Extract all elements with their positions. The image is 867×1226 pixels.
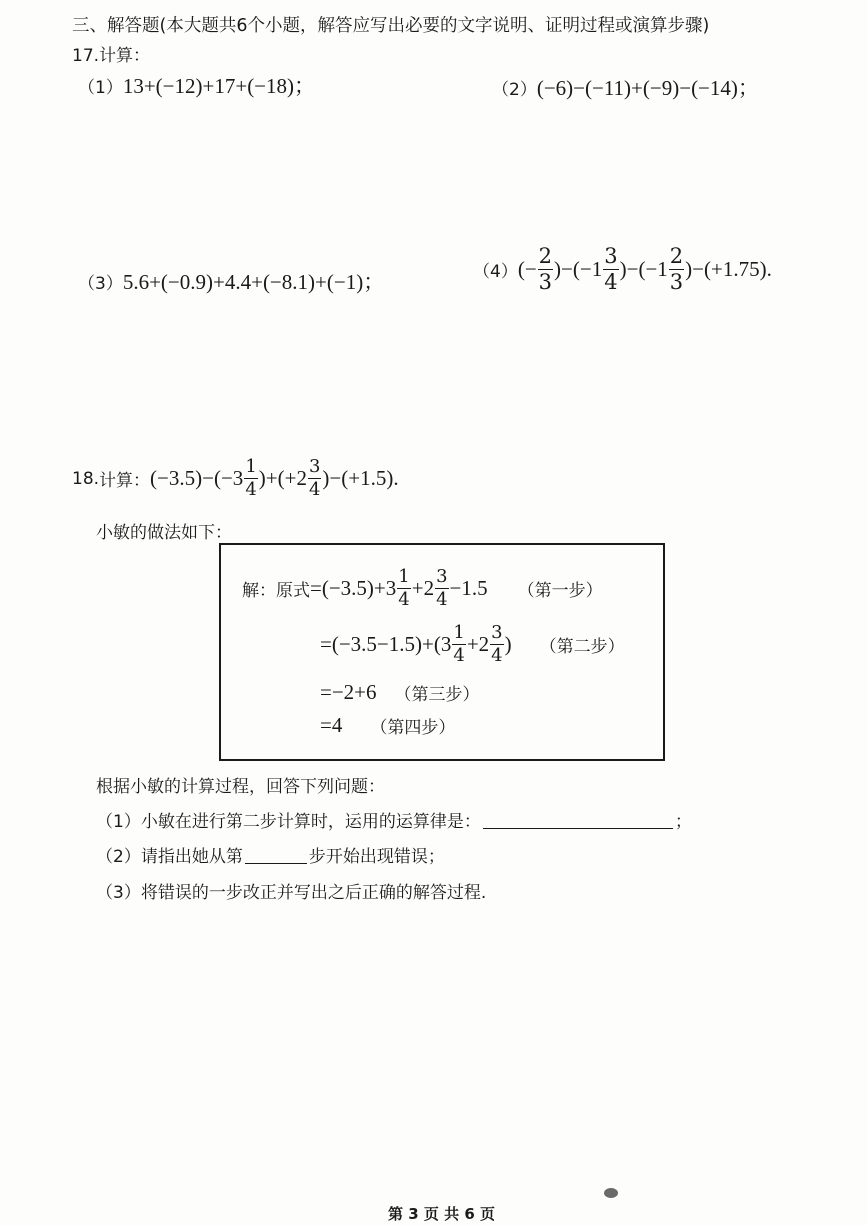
solution-segment: ) <box>504 632 512 656</box>
fraction-denominator: 4 <box>604 270 618 294</box>
fraction-numerator: 2 <box>538 244 553 268</box>
fraction-denominator: 4 <box>491 645 503 666</box>
fraction <box>669 246 684 293</box>
sub-question-text: 步开始出现错误； <box>308 847 445 867</box>
step-4-label: （第四步） <box>370 718 456 738</box>
solution-line-2 <box>320 624 625 665</box>
fraction-denominator: 4 <box>308 479 321 500</box>
q18-sub-question-1 <box>96 807 692 832</box>
fraction-numerator: 3 <box>436 566 448 587</box>
q17-part-1 <box>78 70 315 100</box>
fraction <box>603 246 618 293</box>
fraction <box>244 458 257 499</box>
solution-line-1 <box>242 568 603 609</box>
q17-part-4-segment: )−(+1.75). <box>685 257 772 281</box>
sub-question-text: ； <box>674 812 692 832</box>
q17-part-3 <box>78 266 384 296</box>
fraction-numerator: 3 <box>604 244 618 268</box>
answer-blank-2[interactable] <box>245 845 307 864</box>
answer-blank-1[interactable] <box>483 810 673 829</box>
q17-part-2-expression: (−6)−(−11)+(−9)−(−14)； <box>536 76 759 100</box>
solution-segment: =(−3.5)+3 <box>310 576 397 600</box>
fraction <box>435 568 448 609</box>
q17-part-4 <box>473 246 772 293</box>
question-17-heading <box>72 41 150 66</box>
q17-part-3-expression: 5.6+(−0.9)+4.4+(−8.1)+(−1)； <box>122 270 385 294</box>
fraction-numerator: 1 <box>245 456 257 477</box>
fraction-numerator: 1 <box>453 622 465 643</box>
ink-mark <box>604 1188 618 1198</box>
solution-segment: =−2+6 <box>320 680 377 704</box>
q18-sub-question-3: （3）将错误的一步改正并写出之后正确的解答过程. <box>96 883 487 903</box>
solution-line-4 <box>320 713 455 738</box>
solution-segment: +2 <box>466 632 490 656</box>
question-17-number: 17. <box>72 46 100 66</box>
fraction <box>308 458 321 499</box>
fraction <box>538 246 553 293</box>
q17-part-3-tag: （3） <box>78 273 123 294</box>
fraction <box>490 624 503 665</box>
fraction-denominator: 4 <box>398 589 410 610</box>
fraction-numerator: 3 <box>491 622 503 643</box>
solution-segment: =(−3.5−1.5)+(3 <box>320 632 452 656</box>
step-1-label: （第一步） <box>517 581 603 601</box>
q18-expression-segment: (−3.5)−(−3 <box>150 466 244 490</box>
q18-sub-question-2 <box>96 842 445 867</box>
q17-part-4-segment: )−(−1 <box>554 257 603 281</box>
step-3-label: （第三步） <box>394 685 480 705</box>
section-title: 三、解答题(本大题共6个小题，解答应写出必要的文字说明、证明过程或演算步骤) <box>72 16 710 36</box>
q17-part-2-tag: （2） <box>492 79 537 100</box>
fraction-denominator: 3 <box>538 270 553 294</box>
question-18-heading <box>72 458 399 499</box>
fraction-numerator: 2 <box>669 244 684 268</box>
fraction <box>452 624 465 665</box>
question-17-label: 计算： <box>99 46 151 66</box>
q17-part-1-tag: （1） <box>78 77 123 98</box>
fraction <box>397 568 410 609</box>
solution-segment: +2 <box>411 576 435 600</box>
fraction-denominator: 3 <box>669 270 684 294</box>
q17-part-4-segment: (− <box>517 257 537 281</box>
sub-question-text: （1）小敏在进行第二步计算时，运用的运算律是： <box>96 812 481 832</box>
solution-segment: −1.5 <box>449 576 488 600</box>
q17-part-4-tag: （4） <box>473 262 518 282</box>
solution-lead: 解：原式 <box>242 581 310 601</box>
question-18-label: 计算： <box>99 471 151 491</box>
fraction-numerator: 1 <box>398 566 410 587</box>
solution-segment: =4 <box>320 713 343 737</box>
fraction-denominator: 4 <box>436 589 448 610</box>
question-18-number: 18. <box>72 468 100 489</box>
sub-question-text: （2）请指出她从第 <box>96 847 243 867</box>
fraction-denominator: 4 <box>245 479 257 500</box>
q17-part-2 <box>492 72 759 102</box>
q17-part-1-expression: 13+(−12)+17+(−18)； <box>122 74 316 98</box>
step-2-label: （第二步） <box>539 637 625 657</box>
fraction-denominator: 4 <box>453 645 465 666</box>
q18-expression-segment: )−(+1.5). <box>322 466 399 490</box>
fraction-numerator: 3 <box>308 456 321 477</box>
q18-prompt: 根据小敏的计算过程，回答下列问题： <box>96 777 385 797</box>
q17-part-4-segment: )−(−1 <box>619 257 668 281</box>
q18-expression-segment: )+(+2 <box>258 466 307 490</box>
page-number: 第 3 页 共 6 页 <box>388 1205 495 1223</box>
q18-intro: 小敏的做法如下： <box>96 523 232 543</box>
solution-line-3 <box>320 680 480 705</box>
